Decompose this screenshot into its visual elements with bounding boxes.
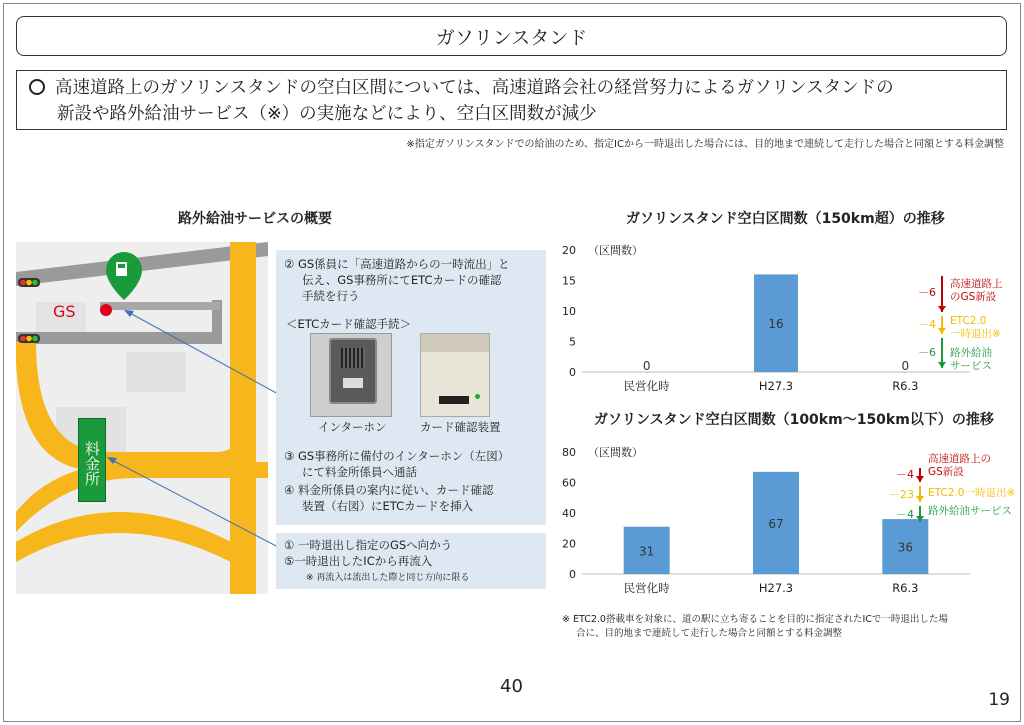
annotation-value: －4 — [896, 508, 914, 521]
toll-booth-label: 料金所 — [78, 418, 106, 502]
x-tick-label: H27.3 — [758, 581, 794, 595]
summary-line-1: 高速道路上のガソリンスタンドの空白区間については、高速道路会社の経営努力によるガソリンスタンドの — [55, 78, 894, 98]
step-4-line-2: 装置（右図）にETCカードを挿入 — [302, 499, 474, 513]
x-tick-label: R6.3 — [892, 581, 919, 595]
intercom-label: インターホン — [318, 420, 387, 434]
annotation-arrowhead — [938, 328, 946, 334]
bar-value-label: 0 — [642, 359, 651, 373]
annotation-label: ETC2.0 — [950, 315, 987, 327]
annotation-label: GS新設 — [928, 466, 964, 478]
step-2-line-3: 手続を行う — [302, 289, 360, 303]
annotation-label: ETC2.0一時退出※ — [928, 487, 1016, 499]
annotation-value: －4 — [918, 318, 936, 331]
y-tick-label: 0 — [569, 568, 576, 581]
slide-number: 19 — [988, 690, 1010, 710]
page-number: 40 — [500, 676, 523, 697]
bottom-note — [562, 613, 1012, 641]
x-tick-label: 民営化時 — [623, 581, 670, 595]
gs-map-label: GS — [53, 302, 76, 321]
etc-procedure-panel — [276, 250, 546, 525]
step-4-text — [284, 482, 493, 514]
x-tick-label: 民営化時 — [623, 379, 670, 393]
chart2-title: ガソリンスタンド空白区間数（100km～150km以下）の推移 — [594, 412, 994, 428]
y-axis-label: （区間数） — [588, 244, 643, 257]
bar-value-label: 0 — [901, 359, 910, 373]
card-reader-label: カード確認装置 — [420, 420, 501, 434]
y-tick-label: 0 — [569, 366, 576, 379]
annotation-arrowhead — [938, 306, 946, 312]
y-axis-label: （区間数） — [588, 446, 643, 459]
annotation-label: 路外給油サービス — [928, 505, 1012, 517]
annotation-label: のGS新設 — [950, 291, 997, 303]
y-tick-label: 20 — [562, 537, 576, 551]
bar-value-label: 16 — [768, 317, 784, 332]
annotation-value: －4 — [896, 468, 914, 481]
bar-value-label: 36 — [897, 540, 913, 555]
y-tick-label: 40 — [562, 507, 576, 520]
x-tick-label: R6.3 — [892, 379, 919, 393]
step-3-text — [284, 448, 509, 480]
annotation-label: 高速道路上の — [928, 453, 991, 465]
x-tick-label: H27.3 — [758, 379, 794, 393]
y-tick-label: 20 — [562, 244, 576, 257]
annotation-arrowhead — [938, 362, 946, 368]
page-title: ガソリンスタンド — [16, 16, 1007, 56]
chart1-title: ガソリンスタンド空白区間数（150km超）の推移 — [626, 211, 945, 227]
step-5-text: ⑤一時退出したICから再流入 — [284, 554, 433, 568]
bottom-note-line-2: 合に、目的地まで連続して走行した場合と同額とする料金調整 — [576, 628, 843, 639]
bar-value-label: 67 — [768, 516, 784, 531]
annotation-label: 高速道路上 — [950, 278, 1003, 290]
annotation-label: 路外給油 — [950, 347, 992, 359]
step-3-line-1: ③ GS事務所に備付のインターホン（左図） — [284, 449, 510, 463]
step-5-note: ※ 再流入は流出した際と同じ方向に限る — [306, 573, 470, 583]
annotation-value: －6 — [918, 286, 936, 299]
summary-line-2: 新設や路外給油サービス（※）の実施などにより、空白区間数が減少 — [57, 104, 597, 124]
step-2-line-1: ② GS係員に「高速道路からの一時流出」と — [284, 257, 510, 271]
step-1-text: ① 一時退出し指定のGSへ向かう — [284, 538, 453, 552]
left-section-title: 路外給油サービスの概要 — [178, 211, 332, 227]
bottom-note-line-1: ※ ETC2.0搭載車を対象に、道の駅に立ち寄ることを目的に指定されたICで一時退出した場 — [562, 614, 948, 625]
bar-value-label: 31 — [639, 544, 655, 559]
y-tick-label: 80 — [562, 446, 576, 459]
annotation-label: 一時退出※ — [950, 328, 1001, 340]
y-tick-label: 10 — [562, 305, 576, 318]
top-note: ※指定ガソリンスタンドでの給油のため、指定ICから一時退出した場合には、目的地まで連続して走行した場合と同額とする料金調整 — [406, 139, 1004, 150]
step-4-line-1: ④ 料金所係員の案内に従い、カード確認 — [284, 483, 494, 497]
annotation-label: サービス — [950, 360, 992, 372]
y-tick-label: 60 — [562, 476, 576, 490]
step-2-line-2: 伝え、GS事務所にてETCカードの確認 — [302, 273, 502, 287]
annotation-value: －23 — [889, 488, 914, 501]
exit-steps-panel — [276, 533, 546, 589]
intercom-photo — [310, 333, 392, 417]
y-tick-label: 5 — [569, 335, 576, 349]
y-tick-label: 15 — [562, 274, 576, 288]
annotation-arrowhead — [916, 476, 924, 482]
card-reader-photo — [420, 333, 490, 417]
annotation-value: －6 — [918, 346, 936, 359]
annotation-arrowhead — [916, 496, 924, 502]
step-2-text — [284, 256, 510, 304]
step-3-line-2: にて料金所係員へ通話 — [302, 465, 417, 479]
etc-heading: ＜ETCカード確認手続＞ — [286, 317, 412, 331]
